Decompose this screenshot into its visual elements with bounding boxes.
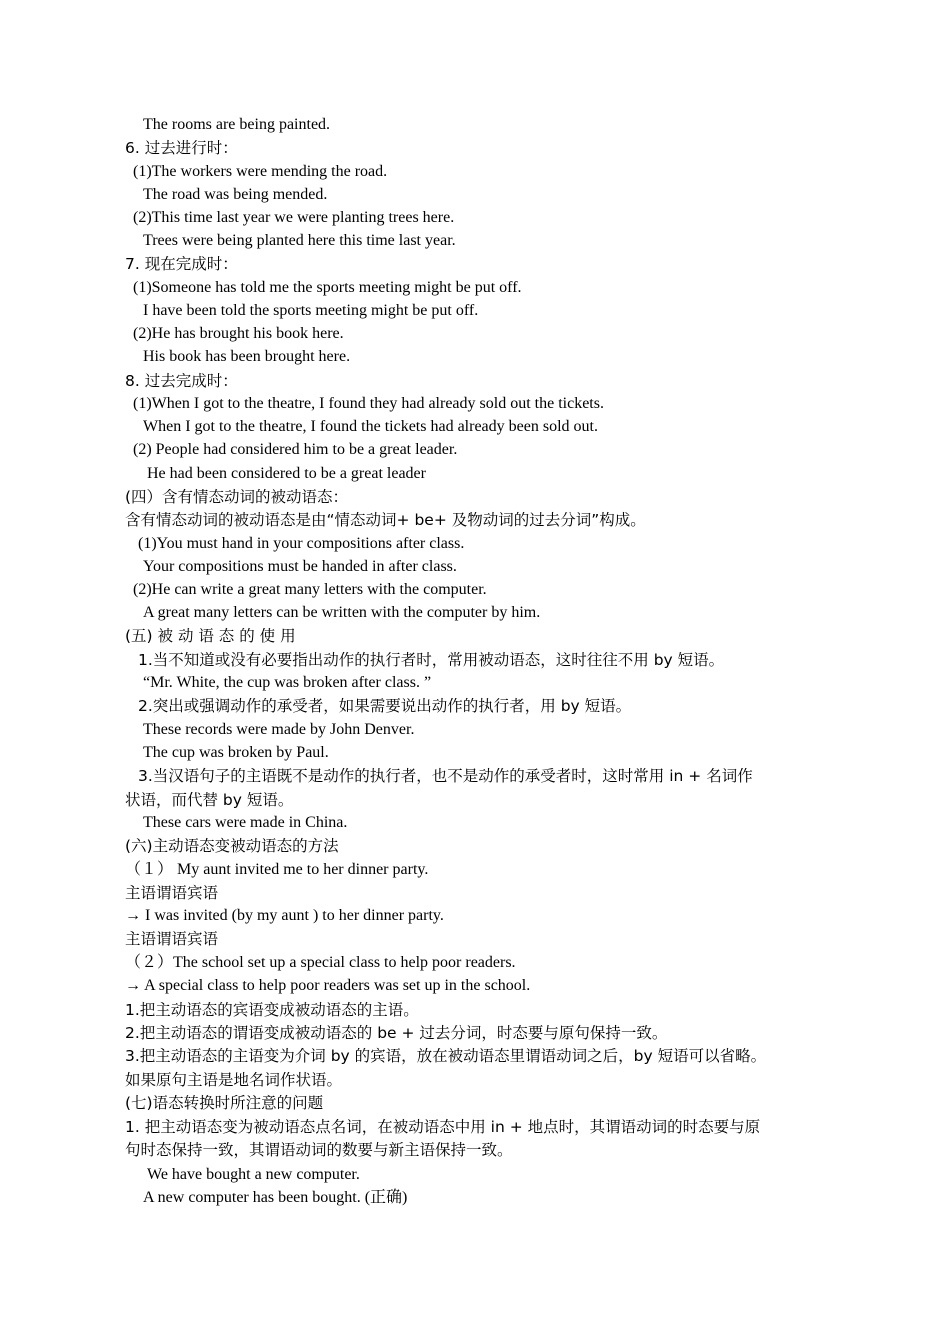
paragraph-line: 状语，而代替 by 短语。 [125,791,294,809]
text-line: When I got to the theatre, I found the tickets had already been sold out. [143,418,598,435]
text-line: His book has been brought here. [143,348,351,365]
text-line: Trees were being planted here this time last year. [143,232,456,249]
text-line: Your compositions must be handed in after class. [143,558,457,575]
paragraph-line: 主语谓语宾语 [125,884,219,902]
text-line: (2)He has brought his book here. [133,325,344,342]
section-heading: 8. 过去完成时： [125,372,238,390]
text-line: The cup was broken by Paul. [143,744,329,761]
text-line: （１） My aunt invited me to her dinner party. [125,861,429,878]
text-line: (1)When I got to the theatre, I found they had already sold out the tickets. [133,395,604,412]
paragraph-line: 2.把主动语态的谓语变成被动语态的 be + 过去分词，时态要与原句保持一致。 [125,1024,668,1042]
paragraph-line: 1. 把主动语态变为被动语态点名词，在被动语态中用 in + 地点时，其谓语动词的时态要与原 [125,1118,761,1136]
text-line: These cars were made in China. [143,814,348,831]
text-line: A new computer has been bought. (正确) [143,1189,408,1206]
section-heading: (四）含有情态动词的被动语态： [125,488,349,506]
text-line: I have been told the sports meeting might be put off. [143,302,479,319]
paragraph-line: 如果原句主语是地名词作状语。 [125,1071,343,1089]
paragraph-line: 1.把主动语态的宾语变成被动语态的主语。 [125,1001,419,1019]
text-line: (1)Someone has told me the sports meeting might be put off. [133,279,522,296]
text-line: （２）The school set up a special class to help poor readers. [125,954,516,971]
paragraph-line: 句时态保持一致，其谓语动词的数要与新主语保持一致。 [125,1141,513,1159]
paragraph-line: 3.当汉语句子的主语既不是动作的执行者，也不是动作的承受者时，这时常用 in + 名词作 [138,767,753,785]
paragraph-line: 含有情态动词的被动语态是由“情态动词+ be+ 及物动词的过去分词”构成。 [125,511,646,529]
section-heading: 6. 过去进行时： [125,139,238,157]
paragraph-line: 2.突出或强调动作的承受者，如果需要说出动作的执行者，用 by 短语。 [138,697,632,715]
text-line: → A special class to help poor readers was set up in the school. [125,977,531,994]
text-line: The road was being mended. [143,186,328,203]
text-line: These records were made by John Denver. [143,721,415,738]
section-heading: (五) 被 动 语 态 的 使 用 [125,627,296,645]
text-line: The rooms are being painted. [143,116,331,133]
section-heading: (六)主动语态变被动语态的方法 [125,837,339,855]
section-heading: 7. 现在完成时： [125,255,238,273]
paragraph-line: 3.把主动语态的主语变为介词 by 的宾语，放在被动语态里谓语动词之后，by 短语可以省略。 [125,1047,767,1065]
paragraph-line: 主语谓语宾语 [125,930,219,948]
text-line: A great many letters can be written with the computer by him. [143,604,541,621]
text-line: (1)The workers were mending the road. [133,163,388,180]
text-line: “Mr. White, the cup was broken after class. ” [143,674,432,691]
text-line: We have bought a new computer. [147,1166,360,1183]
text-line: (2)He can write a great many letters with the computer. [133,581,487,598]
paragraph-line: 1.当不知道或没有必要指出动作的执行者时，常用被动语态，这时往往不用 by 短语。 [138,651,725,669]
text-line: (2)This time last year we were planting trees here. [133,209,455,226]
text-line: (2) People had considered him to be a great leader. [133,441,458,458]
text-line: (1)You must hand in your compositions after class. [138,535,465,552]
text-line: → I was invited (by my aunt ) to her dinner party. [125,907,444,924]
text-line: He had been considered to be a great leader [147,465,426,482]
section-heading: (七)语态转换时所注意的问题 [125,1094,324,1112]
